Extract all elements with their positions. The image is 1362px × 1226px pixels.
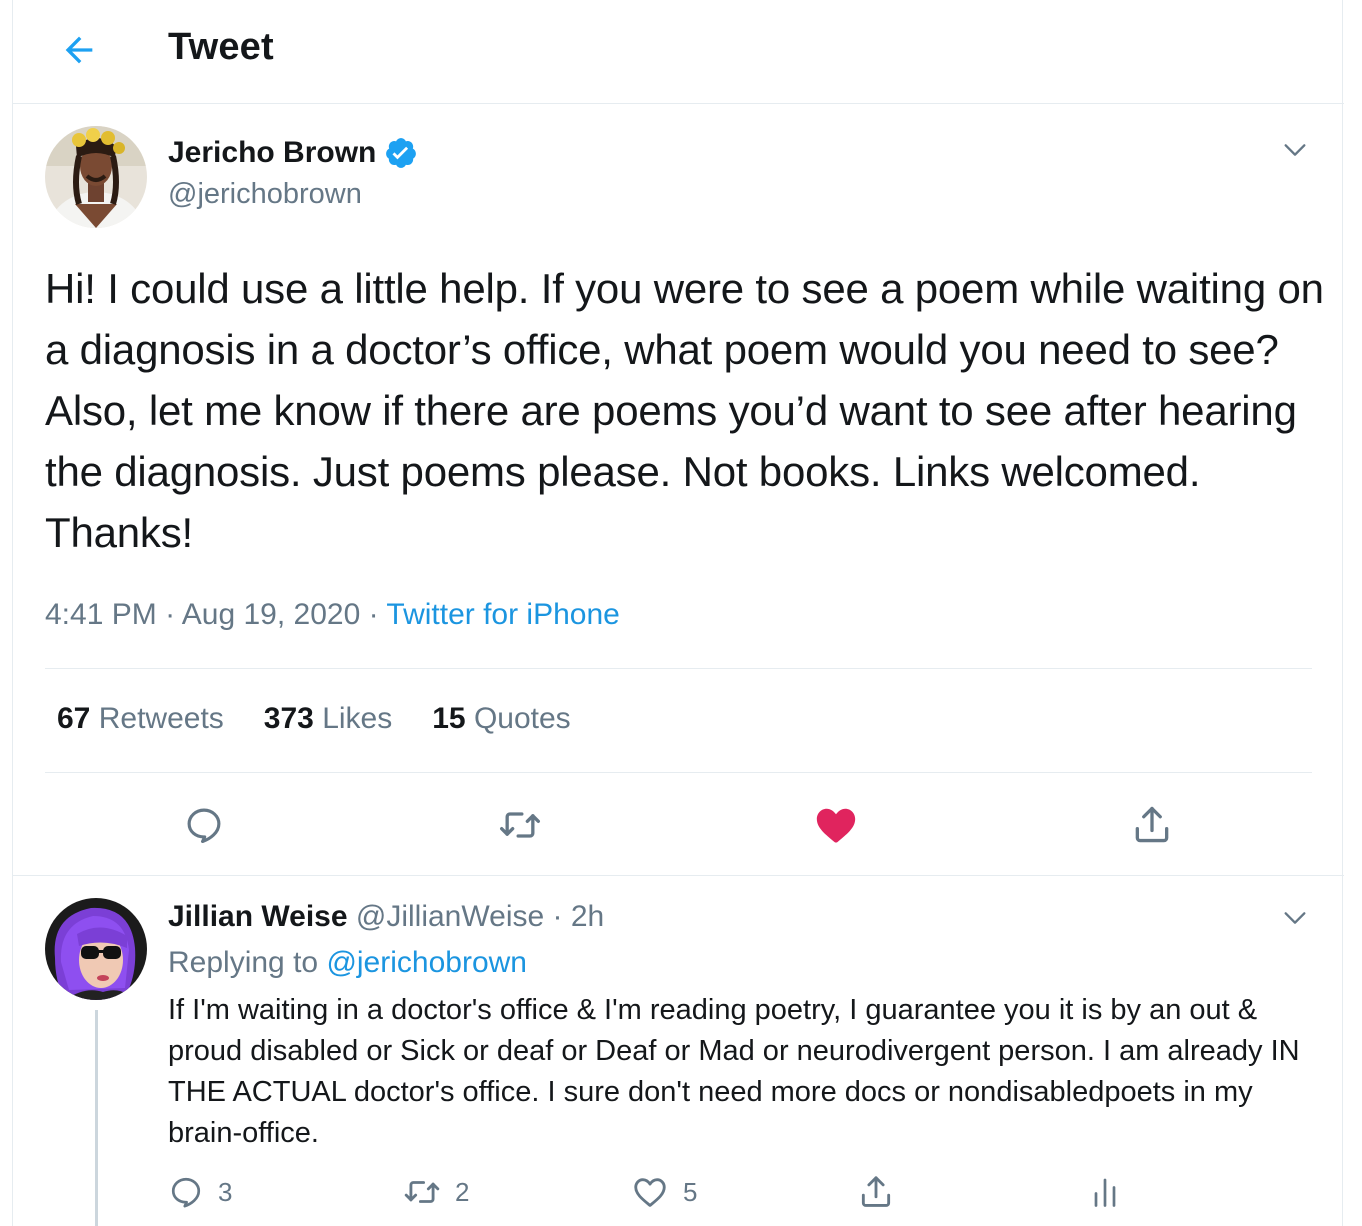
tweet-actions <box>13 800 1344 850</box>
reply-icon <box>168 1174 204 1210</box>
reply-analytics-button[interactable] <box>1087 1172 1123 1212</box>
likes-count: 373 <box>263 702 314 735</box>
chevron-down-icon <box>1281 904 1309 932</box>
like-button[interactable] <box>811 800 861 850</box>
replying-to <box>168 946 527 980</box>
replying-prefix: Replying to <box>168 946 319 979</box>
arrow-left-icon <box>59 30 99 70</box>
like-count: 5 <box>683 1176 698 1207</box>
analytics-icon <box>1087 1174 1123 1210</box>
meta-separator: · <box>368 598 379 631</box>
tweet-text: Hi! I could use a little help. If you were to see a poem while waiting on a diagnosis in a doctor’s office, what poem would you need to see? Also, let me know if there are poems you’d want to see after hearing the diagnosis. Just poems please. Not books. Links welcomed. Thanks! <box>45 265 1324 556</box>
share-button[interactable] <box>1127 800 1177 850</box>
share-icon <box>1130 803 1174 847</box>
quotes-stat[interactable] <box>432 702 570 736</box>
reply-share-button[interactable] <box>857 1172 895 1212</box>
retweets-count: 67 <box>57 702 91 735</box>
tweet-stats <box>57 702 571 736</box>
tweet-page <box>12 0 1343 1226</box>
main-tweet <box>13 104 1344 876</box>
retweet-icon <box>403 1173 441 1211</box>
replying-mention-link[interactable]: @jerichobrown <box>326 946 527 979</box>
likes-stat[interactable] <box>264 702 392 736</box>
meta-separator: · <box>552 900 563 933</box>
reply-button[interactable] <box>179 800 229 850</box>
tweet-meta <box>45 598 620 632</box>
reply-reply-button[interactable] <box>168 1172 232 1212</box>
reply-author-handle[interactable]: @JillianWeise <box>355 900 545 933</box>
avatar[interactable] <box>45 126 147 228</box>
reply-icon <box>183 804 225 846</box>
retweets-stat[interactable] <box>57 702 224 736</box>
tweet-time[interactable]: 4:41 PM <box>45 598 157 631</box>
retweet-icon <box>498 803 542 847</box>
reply-avatar[interactable] <box>45 898 147 1000</box>
reply-author-name[interactable]: Jillian Weise <box>168 900 348 933</box>
quotes-count: 15 <box>432 702 466 735</box>
back-button[interactable] <box>57 28 101 72</box>
page-title: Tweet <box>168 26 274 68</box>
author-handle[interactable]: @jerichobrown <box>168 178 362 210</box>
tweet-source-link[interactable]: Twitter for iPhone <box>386 598 620 631</box>
retweet-button[interactable] <box>495 800 545 850</box>
divider <box>45 668 1312 669</box>
reply-tweet[interactable] <box>13 876 1344 1226</box>
author-name[interactable] <box>168 136 418 170</box>
reply-actions <box>13 1172 1344 1212</box>
chevron-down-icon <box>1281 136 1309 164</box>
share-icon <box>857 1173 895 1211</box>
divider <box>45 772 1312 773</box>
reply-count: 3 <box>218 1176 233 1207</box>
tweet-date[interactable]: Aug 19, 2020 <box>181 598 361 631</box>
reply-text: If I'm waiting in a doctor's office & I'm reading poetry, I guarantee you it is by an out & proud disabled or Sick or deaf or Deaf or Mad or neurodivergent person. I am already IN THE ACTUAL doctor's office. I sure don't need more docs or nondisabledpoets in my brain-office. <box>168 994 1300 1149</box>
heart-filled-icon <box>813 802 859 848</box>
author-name-text: Jericho Brown <box>168 136 377 169</box>
tweet-menu-button[interactable] <box>1277 132 1313 168</box>
reply-menu-button[interactable] <box>1277 900 1313 936</box>
quotes-label: Quotes <box>473 702 571 735</box>
reply-avatar-image <box>45 898 147 1000</box>
retweets-label: Retweets <box>98 702 224 735</box>
reply-age[interactable]: 2h <box>570 900 605 933</box>
reply-retweet-button[interactable] <box>403 1172 469 1212</box>
page-header <box>13 0 1344 104</box>
reply-like-button[interactable] <box>631 1172 697 1212</box>
avatar-image <box>45 126 147 228</box>
verified-badge-icon <box>384 136 418 170</box>
likes-label: Likes <box>322 702 393 735</box>
meta-separator: · <box>165 598 176 631</box>
heart-outline-icon <box>631 1173 669 1211</box>
reply-header <box>168 900 604 934</box>
retweet-count: 2 <box>455 1176 470 1207</box>
